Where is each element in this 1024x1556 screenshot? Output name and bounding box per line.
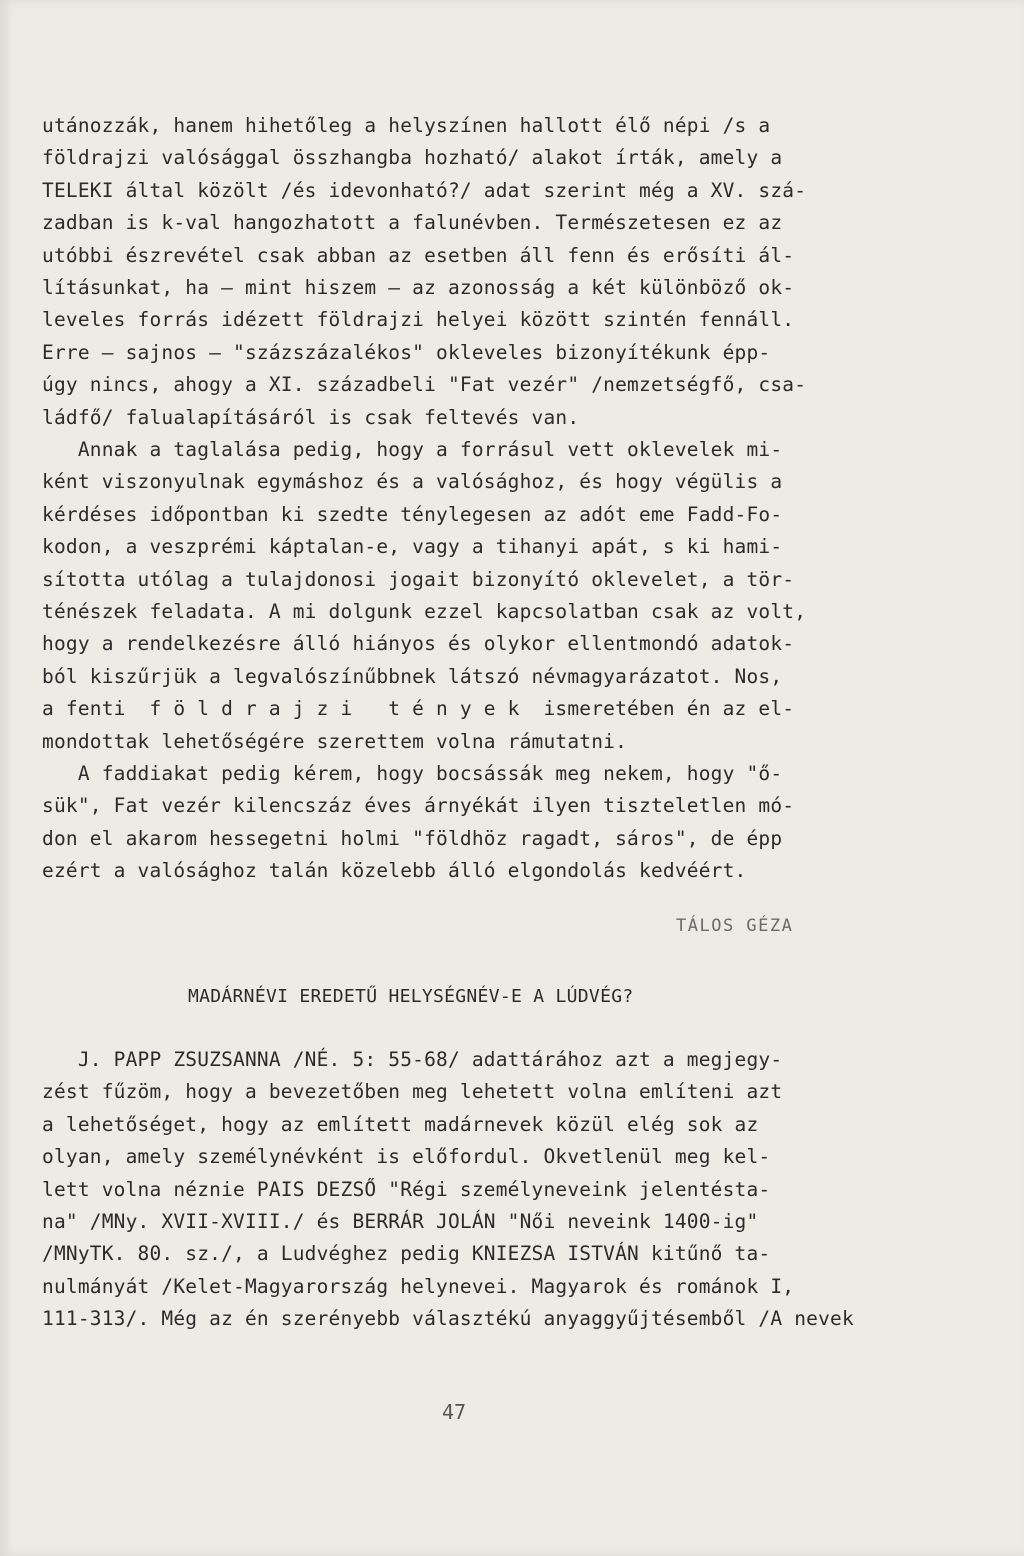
page-number: 47 [442, 1400, 467, 1424]
paragraph-1 [42, 110, 882, 434]
text-line: lításunkat, ha – mint hiszem – az azonosság a két különböző ok- [42, 275, 795, 299]
text-line: don el akarom hessegetni holmi "földhöz ragadt, sáros", de épp [42, 826, 783, 850]
text-line: kodon, a veszprémi káptalan-e, vagy a tihanyi apát, s ki hami- [42, 535, 783, 559]
text-line: zést fűzöm, hogy a bevezetőben meg lehetett volna említeni azt [42, 1080, 783, 1104]
text-line: leveles forrás idézett földrajzi helyei között szintén fennáll. [42, 308, 795, 332]
paragraph-4 [42, 1044, 882, 1336]
text-line: ként viszonyulnak egymáshoz és a valósághoz, és hogy végülis a [42, 470, 783, 494]
text-line: a fenti f ö l d r a j z i t é n y e k ismeretében én az el- [42, 697, 795, 721]
text-line: Erre – sajnos – "százszázalékos" okleveles bizonyítékunk épp- [42, 340, 771, 364]
article-title: MADÁRNÉVI EREDETŰ HELYSÉGNÉV-E A LÚDVÉG? [188, 986, 634, 1007]
text-line: ból kiszűrjük a legvalószínűbbnek látszó névmagyarázatot. Nos, [42, 664, 783, 688]
text-line: úgy nincs, ahogy a XI. századbeli "Fat vezér" /nemzetségfő, csa- [42, 373, 807, 397]
text-line: hogy a rendelkezésre álló hiányos és olykor ellentmondó adatok- [42, 632, 795, 656]
text-line: mondottak lehetőségére szerettem volna rámutatni. [42, 729, 628, 753]
text-line: A faddiakat pedig kérem, hogy bocsássák meg nekem, hogy "ő- [42, 762, 783, 785]
author-signature: TÁLOS GÉZA [676, 916, 794, 936]
text-line: sük", Fat vezér kilencszáz éves árnyékát ilyen tiszteletlen mó- [42, 794, 795, 818]
text-line: olyan, amely személynévként is előfordul. Okvetlenül meg kel- [42, 1145, 771, 1169]
text-line: ládfő/ falualapításáról is csak feltevés van. [42, 405, 580, 429]
text-line: /MNyTK. 80. sz./, a Ludvéghez pedig KNIEZSA ISTVÁN kitűnő ta- [42, 1242, 771, 1266]
text-line: utóbbi észrevétel csak abban az esetben áll fenn és erősíti ál- [42, 243, 795, 267]
paragraph-3 [42, 758, 882, 888]
text-line: na" /MNy. XVII-XVIII./ és BERRÁR JOLÁN "Női neveink 1400-ig" [42, 1209, 759, 1233]
text-line: TELEKI által közölt /és idevonható?/ adat szerint még a XV. szá- [42, 178, 807, 202]
paragraph-2 [42, 434, 882, 758]
text-line: zadban is k-val hangozhatott a falunévben. Természetesen ez az [42, 211, 783, 235]
text-line: földrajzi valósággal összhangba hozható/ alakot írták, amely a [42, 146, 783, 170]
text-line: J. PAPP ZSUZSANNA /NÉ. 5: 55-68/ adattárához azt a megjegy- [42, 1048, 783, 1071]
text-line: utánozzák, hanem hihetőleg a helyszínen hallott élő népi /s a [42, 114, 771, 137]
text-line: sította utólag a tulajdonosi jogait bizonyító oklevelet, a tör- [42, 567, 795, 591]
text-line: ezért a valósághoz talán közelebb álló elgondolás kedvéért. [42, 859, 747, 883]
text-line: nulmányát /Kelet-Magyarország helynevei. Magyarok és románok I, [42, 1274, 795, 1298]
text-line: ténészek feladata. A mi dolgunk ezzel kapcsolatban csak az volt, [42, 599, 807, 623]
text-line: lett volna néznie PAIS DEZSŐ "Régi személyneveink jelentésta- [42, 1177, 771, 1201]
text-line: 111-313/. Még az én szerényebb választékú anyaggyűjtésemből /A nevek [42, 1307, 854, 1331]
text-line: a lehetőséget, hogy az említett madárnevek közül elég sok az [42, 1112, 759, 1136]
text-line: kérdéses időpontban ki szedte ténylegesen az adót eme Fadd-Fo- [42, 502, 783, 526]
text-line: Annak a taglalása pedig, hogy a forrásul vett oklevelek mi- [42, 438, 783, 461]
